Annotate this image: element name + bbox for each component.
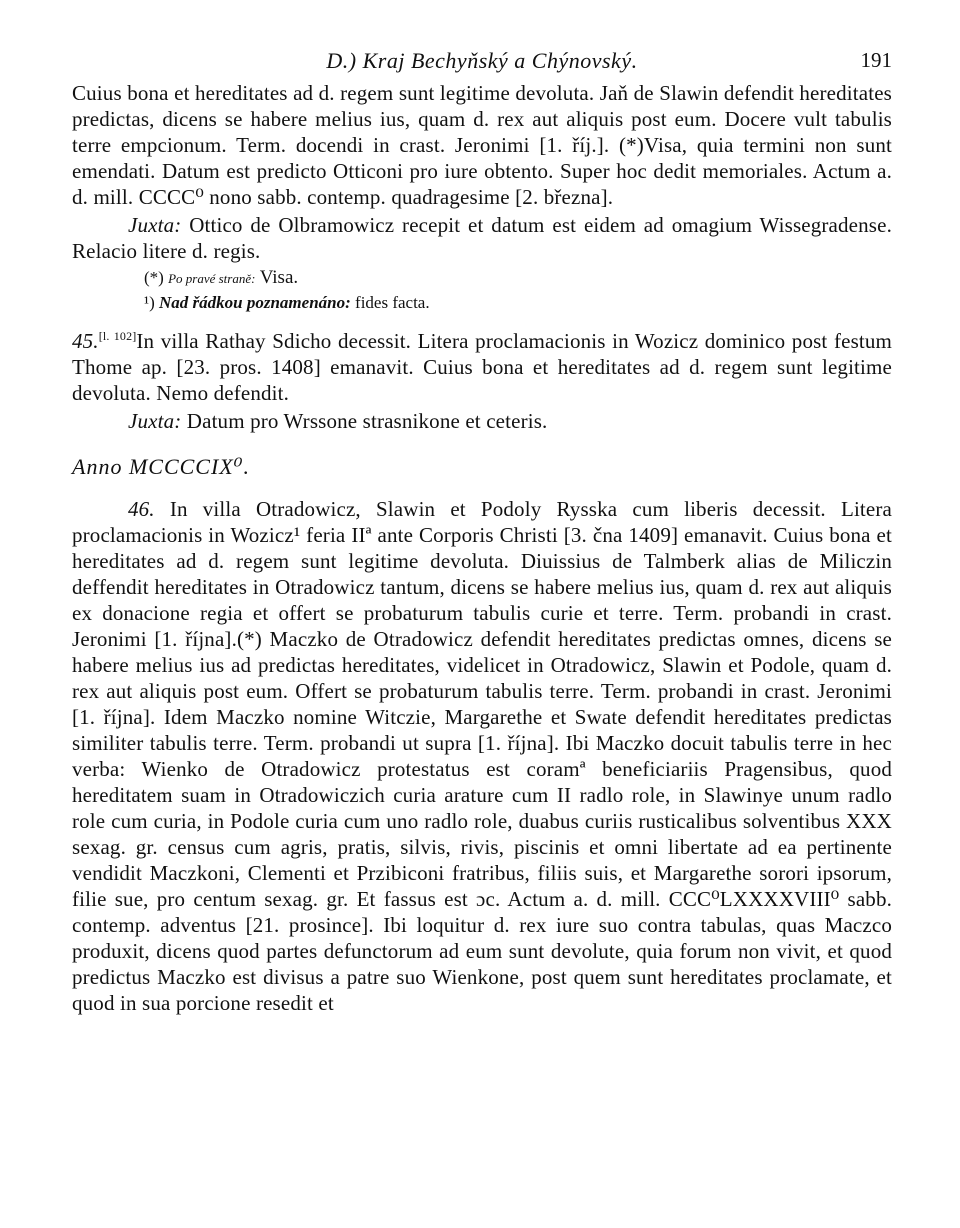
juxta-label: Juxta:	[128, 213, 182, 237]
footnote-label: Nad řádkou poznamenáno:	[159, 293, 351, 312]
note-label: Po pravé straně:	[168, 271, 256, 286]
juxta-note-2	[72, 408, 892, 434]
entry-45	[72, 323, 892, 406]
running-title: D.) Kraj Bechyňský a Chýnovský.	[326, 48, 638, 73]
marginal-note	[144, 266, 892, 291]
note-marker: (*)	[144, 268, 164, 287]
running-header	[72, 40, 892, 80]
year-heading: Anno MCCCCIX⁰.	[72, 454, 251, 479]
juxta-text: Datum pro Wrssone strasnikone et ceteris.	[186, 409, 548, 433]
footnote-marker: ¹)	[144, 293, 155, 312]
entry-number: 45.	[72, 329, 99, 353]
footnote-text: fides facta.	[355, 293, 430, 312]
folio-reference: [l. 102]	[98, 329, 137, 343]
juxta-label: Juxta:	[128, 409, 182, 433]
paragraph-continuation: Cuius bona et hereditates ad d. regem sunt legitime devoluta. Jaň de Slawin defendit hereditates predictas, dicens se habere melius ius, quam d. rex aut aliquis post eum. Docere vult tabulis terre empcionum. Term. docendi in crast. Jeronimi [1. říj.]. (*)Visa, quia termini non sunt emendati. Datum est predicto Otticoni pro iure obtento. Super hoc dedit memoriales. Actum a. d. mill. CCCC⁰ nono sabb. contemp. quadragesime [2. března].	[72, 81, 892, 209]
entry-46	[72, 496, 892, 1016]
juxta-note-1	[72, 212, 892, 264]
document-page	[72, 40, 892, 1018]
entry-text: In villa Rathay Sdicho decessit. Litera proclamacionis in Wozicz dominico post festum Thome ap. [23. pros. 1408] emanavit. Cuius bona et hereditates ad d. regem sunt legitime devoluta. Nemo defendit.	[72, 329, 893, 405]
juxta-text: Ottico de Olbramowicz recepit et datum est eidem ad omagium Wissegradense. Relacio litere d. regis.	[72, 213, 892, 263]
entry-number: 46.	[128, 497, 155, 521]
note-value: Visa.	[259, 267, 299, 288]
entry-text: In villa Otradowicz, Slawin et Podoly Rysska cum liberis decessit. Litera proclamacionis in Wozicz¹ feria IIª ante Corporis Christi [3. čna 1409] emanavit. Cuius bona et hereditates ad d. regem sunt legitime devoluta. Diuissius de Talmberk alias de Miliczin deffendit hereditates in Otradowicz tantum, dicens se habere melius ius, quam d. rex aut aliquis ex donacione regia et offert se probaturum tabulis curie et terre. Term. probandi in crast. Jeronimi [1. října].(*) Maczko de Otradowicz defendit hereditates predictas omnes, dicens se habere melius ius ad predictas hereditates, videlicet in Otradowicz, Slawin et Podole, quam d. rex aut aliquis post eum. Offert se probaturum tabulis terre. Term. probandi in crast. Jeronimi [1. října]. Idem Maczko nomine Witczie, Margarethe et Swate defendit hereditates predictas similiter tabulis terre. Term. probandi ut supra [1. října]. Ibi Maczko docuit tabulis terre in hec verba: Wienko de Otradowicz protestatus est coramª beneficiariis Pragensibus, quod hereditatem suam in Otradowiczich curia arature cum II radlo role, in Slawinye unum radlo role cum curia, in Podole curia cum uno radlo role, duabus curiis rusticalibus solventibus XXX sexag. gr. census cum agris, pratis, silvis, rivis, piscinis et omni libertate ad ea pertinente vendidit Maczkoni, Clementi et Przibiconi fratribus, filiis suis, et Margarethe sorori ipsorum, filie sue, pro centum sexag. gr. Et fassus est ɔc. Actum a. d. mill. CCC⁰LXXXXVIII⁰ sabb. contemp. adventus [21. prosince]. Ibi loquitur d. rex iure suo contra tabulas, quas Maczco produxit, dicens quod partes defunctorum ad eum sunt devolute, quia forum non vivit, et quod predictus Maczko est divisus a patre suo Wienkone, post quem sunt hereditates proclamate, et quod in sua porcione resedit et	[72, 497, 892, 1015]
footnote	[144, 291, 892, 315]
page-number: 191	[860, 48, 892, 72]
